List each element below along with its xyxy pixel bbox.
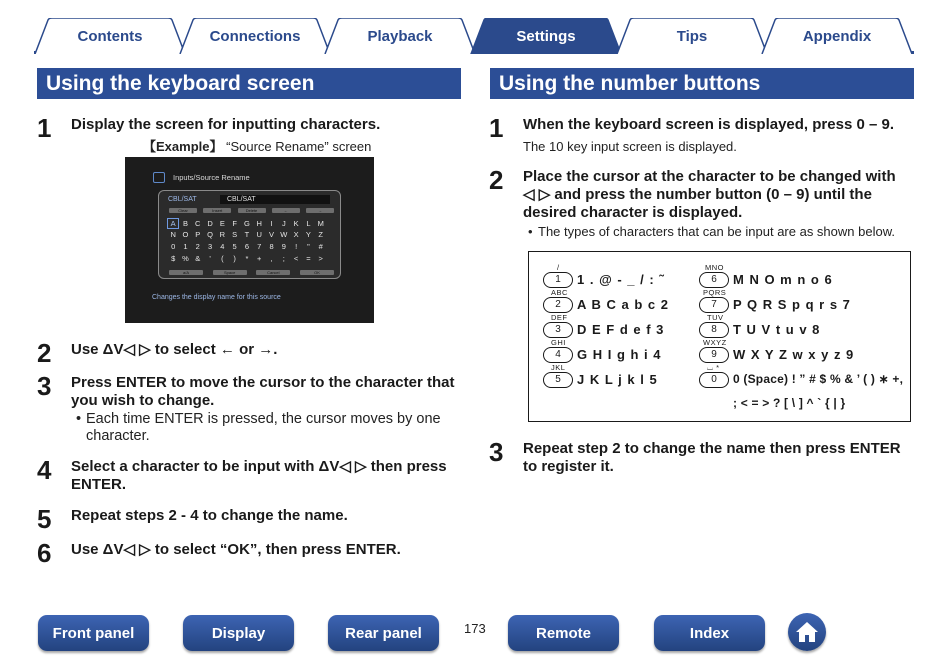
osd-key: ! bbox=[295, 242, 298, 251]
key-characters: T U V t u v 8 bbox=[733, 322, 821, 337]
tab-playback[interactable] bbox=[324, 18, 476, 54]
number-button-table bbox=[528, 251, 911, 422]
osd-key: * bbox=[245, 254, 249, 263]
key-letters-label: TUV bbox=[707, 313, 724, 322]
osd-key: X bbox=[293, 230, 299, 239]
osd-space-button: Space bbox=[213, 270, 247, 275]
key-characters: M N O m n o 6 bbox=[733, 272, 833, 287]
osd-right-arrow-button: → bbox=[306, 208, 334, 213]
osd-key: 4 bbox=[220, 242, 225, 251]
osd-key: O bbox=[182, 230, 189, 239]
osd-key: 7 bbox=[257, 242, 262, 251]
number-key-2: 2 bbox=[543, 297, 573, 313]
osd-key: C bbox=[195, 219, 201, 228]
number-key-8: 8 bbox=[699, 322, 729, 338]
keyboard-panel bbox=[158, 190, 341, 279]
osd-key: $ bbox=[171, 254, 176, 263]
osd-key: W bbox=[280, 230, 288, 239]
page-number: 173 bbox=[464, 621, 486, 636]
osd-key: E bbox=[219, 219, 225, 228]
osd-key: + bbox=[257, 254, 262, 263]
step-bullet: • The types of characters that can be input are as shown below. bbox=[528, 224, 908, 240]
osd-key: L bbox=[306, 219, 311, 228]
number-key-5: 5 bbox=[543, 372, 573, 388]
tab-label: Contents bbox=[77, 27, 143, 45]
key-letters-label: JKL bbox=[551, 363, 566, 372]
osd-edit-buttons bbox=[169, 208, 334, 214]
number-key-4: 4 bbox=[543, 347, 573, 363]
step-text: When the keyboard screen is displayed, press 0 – 9. bbox=[523, 116, 894, 133]
osd-key: , bbox=[270, 254, 273, 263]
osd-key: ' bbox=[209, 254, 211, 263]
step-text: Use ΔV◁ ▷ to select ← or →. bbox=[71, 341, 278, 358]
osd-key-row bbox=[167, 218, 327, 229]
osd-key: Y bbox=[305, 230, 311, 239]
osd-key: 0 bbox=[171, 242, 176, 251]
osd-case-button: a/A bbox=[169, 270, 203, 275]
key-letters-label: MNO bbox=[705, 263, 724, 272]
key-letters-label: GHI bbox=[551, 338, 566, 347]
osd-key: P bbox=[195, 230, 201, 239]
tab-label: Playback bbox=[367, 27, 433, 45]
tab-settings[interactable] bbox=[470, 18, 622, 54]
osd-header: Inputs/Source Rename bbox=[173, 173, 250, 182]
step-number: 4 bbox=[37, 455, 52, 485]
tab-appendix[interactable] bbox=[761, 18, 913, 54]
osd-key: D bbox=[207, 219, 213, 228]
osd-key: H bbox=[256, 219, 262, 228]
step-text: Repeat steps 2 - 4 to change the name. bbox=[71, 507, 348, 524]
remote-button[interactable]: Remote bbox=[508, 615, 619, 651]
osd-key: I bbox=[270, 219, 273, 228]
home-icon bbox=[794, 619, 820, 645]
osd-key: B bbox=[182, 219, 188, 228]
key-letters-label: ABC bbox=[551, 288, 568, 297]
osd-key: S bbox=[232, 230, 238, 239]
number-key-7: 7 bbox=[699, 297, 729, 313]
number-key-6: 6 bbox=[699, 272, 729, 288]
key-characters: P Q R S p q r s 7 bbox=[733, 297, 851, 312]
tab-label: Connections bbox=[209, 27, 301, 45]
osd-ok-button: OK bbox=[300, 270, 334, 275]
osd-key: > bbox=[318, 254, 323, 263]
step-number: 2 bbox=[489, 165, 504, 195]
osd-key-row bbox=[167, 242, 327, 251]
osd-key: Z bbox=[318, 230, 323, 239]
step-number: 2 bbox=[37, 338, 52, 368]
step-text: Place the cursor at the character to be changed with ◁ ▷ and press the number button (0 – 9) until the desired character is displayed. bbox=[523, 168, 896, 221]
osd-left-arrow-button: ← bbox=[272, 208, 300, 213]
index-button[interactable]: Index bbox=[654, 615, 765, 651]
step-text: Use ΔV◁ ▷ to select “OK”, then press ENTER. bbox=[71, 541, 401, 558]
step-number: 1 bbox=[489, 113, 504, 143]
step-number: 3 bbox=[489, 437, 504, 467]
tab-tips[interactable] bbox=[616, 18, 768, 54]
number-key-3: 3 bbox=[543, 322, 573, 338]
osd-delete-button: Delete bbox=[238, 208, 266, 213]
osd-key: & bbox=[195, 254, 201, 263]
osd-name-field: CBL/SAT bbox=[220, 195, 330, 204]
osd-source-name: CBL/SAT bbox=[168, 196, 197, 203]
osd-key: < bbox=[293, 254, 299, 263]
osd-key: 2 bbox=[195, 242, 200, 251]
osd-key: M bbox=[317, 219, 324, 228]
osd-key: 3 bbox=[207, 242, 213, 251]
step-number: 5 bbox=[37, 504, 52, 534]
osd-key: % bbox=[182, 254, 189, 263]
key-characters: A B C a b c 2 bbox=[577, 297, 669, 312]
rear-panel-button[interactable]: Rear panel bbox=[328, 615, 439, 651]
osd-cancel-button: Cancel bbox=[256, 270, 290, 275]
step-number: 1 bbox=[37, 113, 52, 143]
key-characters-continued: ; < = > ? [ \ ] ^ ` { | } bbox=[733, 396, 846, 410]
osd-clear-button: Clear bbox=[169, 208, 197, 213]
osd-key: J bbox=[281, 219, 286, 228]
osd-key: ) bbox=[233, 254, 236, 263]
osd-key: 1 bbox=[183, 242, 188, 251]
number-key-0: 0 bbox=[699, 372, 729, 388]
step-text: Repeat step 2 to change the name then press ENTER to register it. bbox=[523, 440, 901, 475]
key-letters-label: WXYZ bbox=[703, 338, 727, 347]
home-button[interactable] bbox=[788, 613, 826, 651]
osd-key-selected: A bbox=[167, 218, 179, 229]
key-letters-label: DEF bbox=[551, 313, 568, 322]
tab-contents[interactable] bbox=[34, 18, 186, 54]
step-text: Select a character to be input with ΔV◁ ▷ then press ENTER. bbox=[71, 458, 447, 493]
osd-key: = bbox=[306, 254, 311, 263]
osd-key: R bbox=[219, 230, 226, 239]
osd-key-row bbox=[167, 254, 327, 263]
osd-key-row bbox=[167, 230, 327, 239]
step-text: Display the screen for inputting characters. bbox=[71, 116, 381, 133]
osd-key: Q bbox=[207, 230, 213, 239]
osd-key: N bbox=[170, 230, 176, 239]
front-panel-button[interactable]: Front panel bbox=[38, 615, 149, 651]
osd-key: F bbox=[232, 219, 237, 228]
step-sub-text: The 10 key input screen is displayed. bbox=[523, 139, 737, 154]
example-text: “Source Rename” screen bbox=[226, 139, 372, 154]
osd-key: 9 bbox=[281, 242, 286, 251]
osd-key: V bbox=[269, 230, 275, 239]
osd-key: 8 bbox=[269, 242, 274, 251]
osd-key: ; bbox=[282, 254, 285, 263]
key-characters: D E F d e f 3 bbox=[577, 322, 665, 337]
osd-action-buttons bbox=[169, 270, 334, 276]
source-rename-screen bbox=[125, 157, 374, 323]
osd-key: # bbox=[318, 242, 323, 251]
step-number: 6 bbox=[37, 538, 52, 568]
osd-key: G bbox=[244, 219, 250, 228]
key-letters-label: ⌴ * bbox=[707, 363, 720, 372]
osd-key: " bbox=[307, 242, 310, 251]
input-icon bbox=[153, 172, 165, 183]
key-characters: J K L j k l 5 bbox=[577, 372, 658, 387]
example-label: 【Example】 bbox=[143, 139, 223, 154]
key-characters: W X Y Z w x y z 9 bbox=[733, 347, 855, 362]
osd-key: ( bbox=[221, 254, 224, 263]
key-characters: G H I g h i 4 bbox=[577, 347, 662, 362]
number-key-9: 9 bbox=[699, 347, 729, 363]
tab-label: Appendix bbox=[802, 27, 872, 45]
osd-key: T bbox=[244, 230, 250, 239]
top-tab-bar bbox=[34, 14, 914, 54]
osd-key: K bbox=[293, 219, 299, 228]
step-text: Press ENTER to move the cursor to the character that you wish to change. bbox=[71, 374, 455, 409]
step-number: 3 bbox=[37, 371, 52, 401]
tab-label: Settings bbox=[516, 27, 576, 45]
key-characters: 1 . @ - _ / : ˜ bbox=[577, 272, 665, 287]
osd-key: U bbox=[256, 230, 262, 239]
section-heading-number-buttons: Using the number buttons bbox=[490, 68, 914, 99]
osd-key: 6 bbox=[244, 242, 250, 251]
section-heading-keyboard: Using the keyboard screen bbox=[37, 68, 461, 99]
display-button[interactable]: Display bbox=[183, 615, 294, 651]
key-letters-label: / bbox=[557, 263, 560, 272]
step-bullet: • Each time ENTER is pressed, the cursor moves by one character. bbox=[76, 411, 461, 445]
example-caption bbox=[143, 139, 371, 155]
osd-insert-button: Insert bbox=[203, 208, 231, 213]
osd-key: 5 bbox=[232, 242, 237, 251]
key-characters: 0 (Space) ! ” # $ % & ’ ( ) ∗ +, bbox=[733, 372, 904, 386]
number-key-1: 1 bbox=[543, 272, 573, 288]
osd-footer: Changes the display name for this source bbox=[152, 294, 281, 301]
tab-label: Tips bbox=[676, 27, 708, 45]
key-letters-label: PQRS bbox=[703, 288, 727, 297]
tab-connections[interactable] bbox=[179, 18, 331, 54]
